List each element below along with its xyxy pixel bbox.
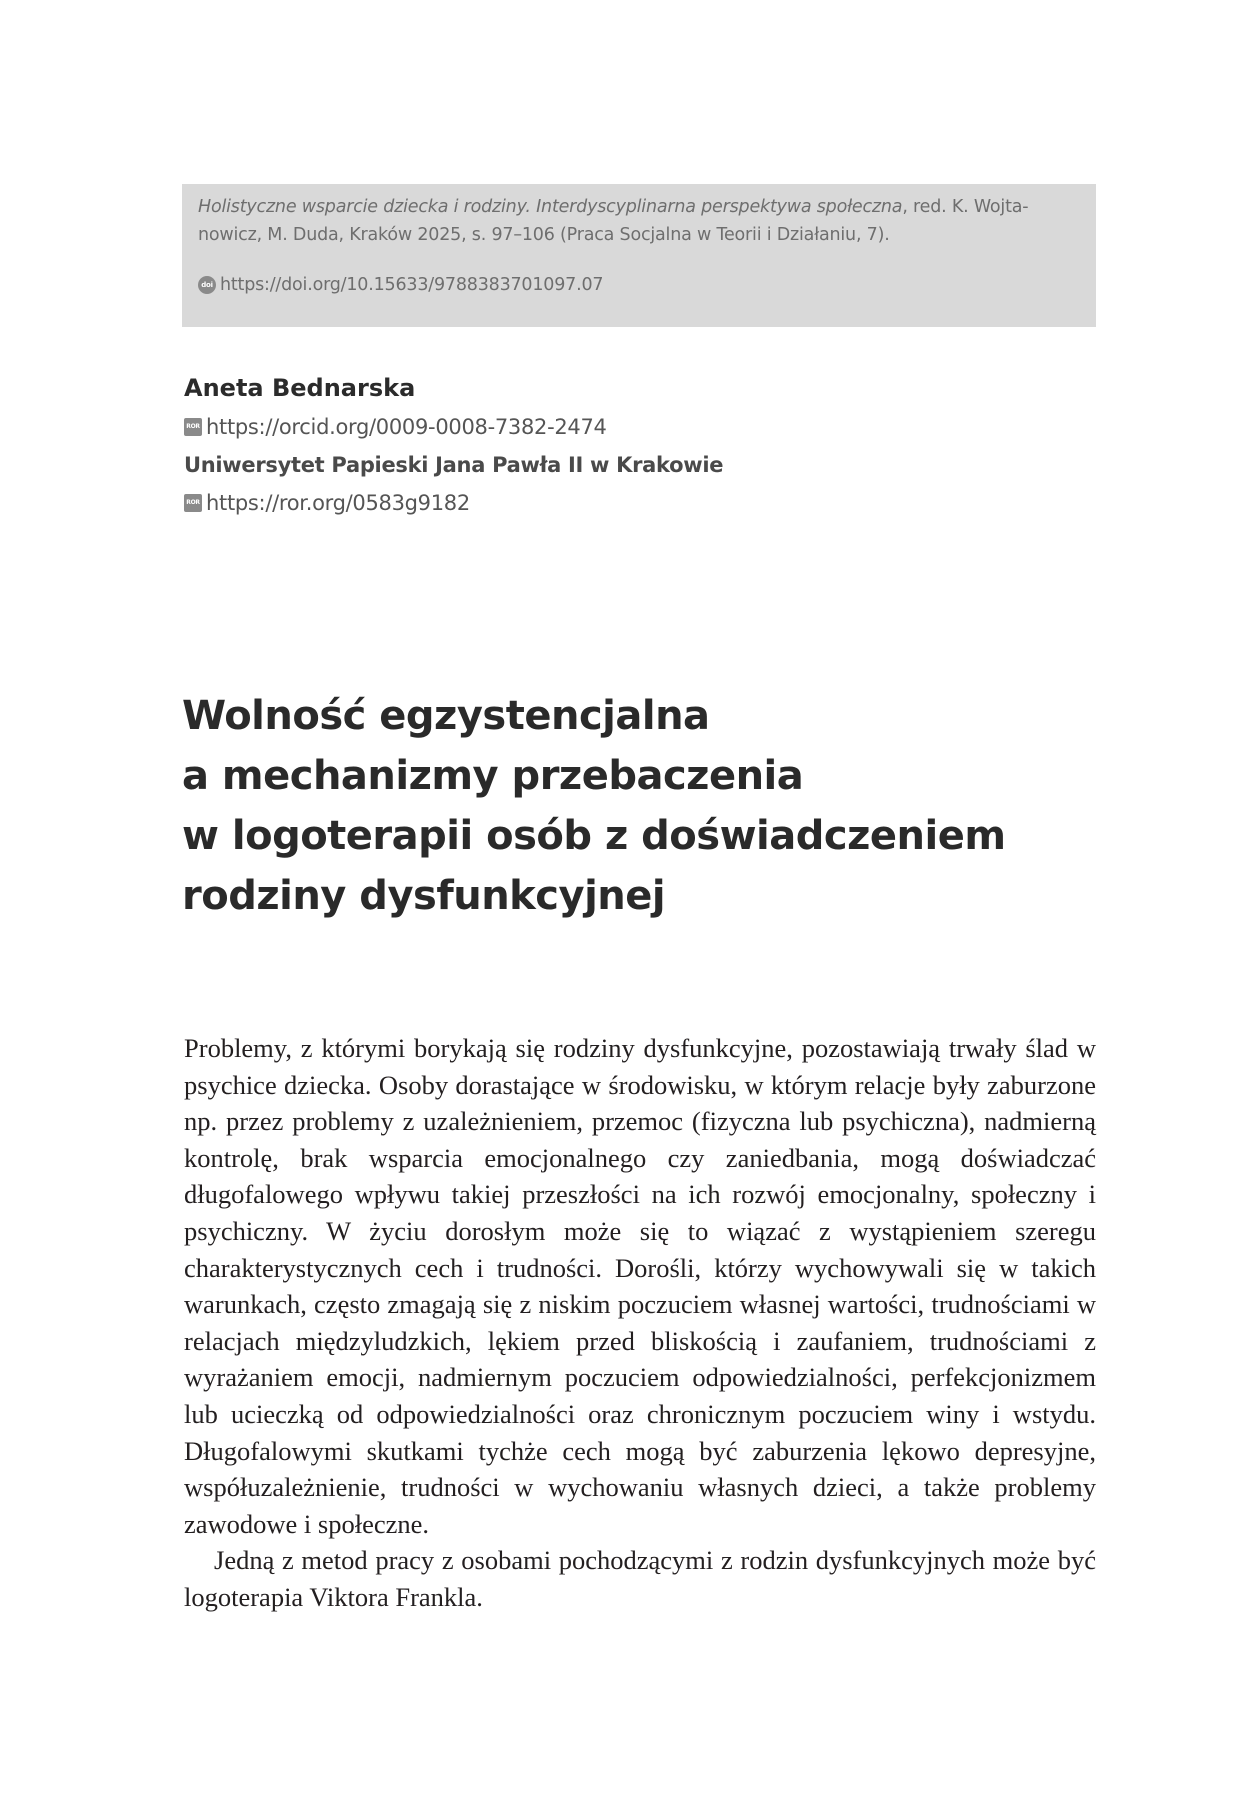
orcid-link[interactable]: https://orcid.org/0009-0008-7382-2474 — [206, 415, 607, 439]
doi-icon: doi — [198, 276, 216, 294]
title-line: rodziny dysfunkcyjnej — [182, 873, 666, 919]
orcid-line — [184, 408, 723, 446]
orcid-icon: ROR — [184, 418, 202, 436]
author-block — [184, 368, 723, 522]
ror-icon: ROR — [184, 494, 202, 512]
paragraph: Jedną z metod pracy z osobami pochodzącymi z rodzin dysfunkcyjnych może być logoterapia Viktora Frankla. — [184, 1545, 1096, 1612]
title-line: Wolność egzystencjalna — [182, 693, 710, 739]
title-line: w logoterapii osób z doświadczeniem — [182, 813, 1006, 859]
citation-details: , red. K. Wojtanowicz, M. Duda, Kraków 2025, s. 97–106 (Praca Socjalna w Teorii i Działaniu, 7). — [198, 197, 1029, 245]
author-name: Aneta Bednarska — [184, 374, 416, 402]
doi-link[interactable]: https://doi.org/10.15633/9788383701097.07 — [220, 275, 604, 295]
citation-text — [198, 193, 1080, 249]
doi-line — [198, 271, 1080, 299]
ror-link[interactable]: https://ror.org/0583g9182 — [206, 491, 470, 515]
body-text — [184, 1030, 1096, 1616]
article-title — [182, 686, 1082, 926]
citation-box — [182, 184, 1096, 327]
paragraph: Problemy, z którymi borykają się rodziny dysfunkcyjne, pozostawiają trwały ślad w psychice dziecka. Osoby dorastające w środowisku, w którym relacje były zaburzone np. przez problemy z uzależnieniem, przemoc (fizyczna lub psychiczna), nadmierną kontrolę, brak wsparcia emocjonalnego czy zaniedbania, mogą doświadczać długofalowego wpływu takiej przeszłości na ich rozwój emocjonalny, społeczny i psychiczny. W życiu dorosłym może się to wiązać z wystąpieniem szeregu charakterystycznych cech i trudności. Dorośli, którzy wychowywali się w takich warunkach, często zmagają się z niskim poczuciem własnej wartości, trudnościami w relacjach międzyludzkich, lękiem przed bliskością i zaufaniem, trudnościami z wyrażaniem emocji, nadmiernym poczuciem odpowiedzialności, perfekcjonizmem lub ucieczką od odpowiedzialności oraz chronicznym poczuciem winy i wstydu. Długofalowymi skutkami tychże cech mogą być zaburzenia lękowo depresyjne, współuzależnienie, trudności w wychowaniu własnych dzieci, a także problemy zawodowe i społeczne. — [184, 1033, 1096, 1539]
ror-line — [184, 484, 723, 522]
title-line: a mechanizmy przebaczenia — [182, 753, 804, 799]
affiliation: Uniwersytet Papieski Jana Pawła II w Krakowie — [184, 453, 724, 477]
book-title: Holistyczne wsparcie dziecka i rodziny. Interdyscyplinarna perspektywa społeczna — [198, 197, 903, 217]
